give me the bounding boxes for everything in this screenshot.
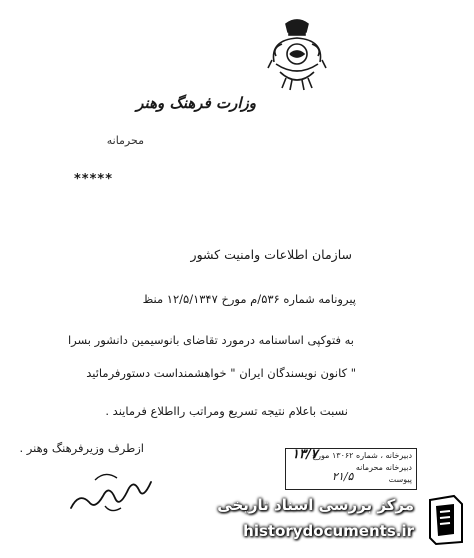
body-line-1: پیرونامه شماره ۵۳۶/م مورخ ۱۲/۵/۱۳۴۷ منظ bbox=[142, 292, 356, 306]
stamp-line-1: دبیرخانه ، شماره ۱۳۰۶۲ مورخ bbox=[311, 451, 412, 460]
recipient-line: سازمان اطلاعات وامنیت کشور bbox=[190, 247, 352, 262]
archive-watermark bbox=[178, 490, 474, 558]
body-line-3: " کانون نویسندگان ایران " خواهشمنداست دستورفرمائید bbox=[86, 366, 356, 380]
stamp-handwritten-date: ۲۱/۵ bbox=[332, 470, 354, 483]
stamp-line-3: پیوست bbox=[388, 475, 412, 484]
handwritten-signature bbox=[65, 462, 160, 520]
closing-line: ازطرف وزیرفرهنگ وهنر . bbox=[19, 441, 144, 455]
classification-label: محرمانه bbox=[106, 134, 144, 147]
stamp-handwritten-number: ۱۳/۷ bbox=[292, 447, 318, 462]
watermark-title: مرکز بررسی اسناد تاریخی bbox=[217, 496, 414, 514]
watermark-url[interactable]: historydocuments.ir bbox=[243, 522, 414, 540]
history-documents-logo-icon bbox=[424, 494, 468, 546]
lion-and-sun-emblem-icon bbox=[262, 14, 332, 94]
redaction-stars: ***** bbox=[74, 172, 113, 187]
stamp-line-2: دبیرخانه محرمانه bbox=[355, 463, 412, 472]
registry-stamp bbox=[285, 448, 417, 490]
body-line-2: به فتوکپی اساسنامه درمورد تقاضای بانوسیمین دانشور بسرا bbox=[67, 333, 354, 347]
body-line-4: نسبت باعلام نتیجه تسریع ومراتب رااطلاع فرمایند . bbox=[105, 404, 348, 418]
ministry-letterhead: وزارت فرهنگ وهنر bbox=[136, 94, 256, 112]
